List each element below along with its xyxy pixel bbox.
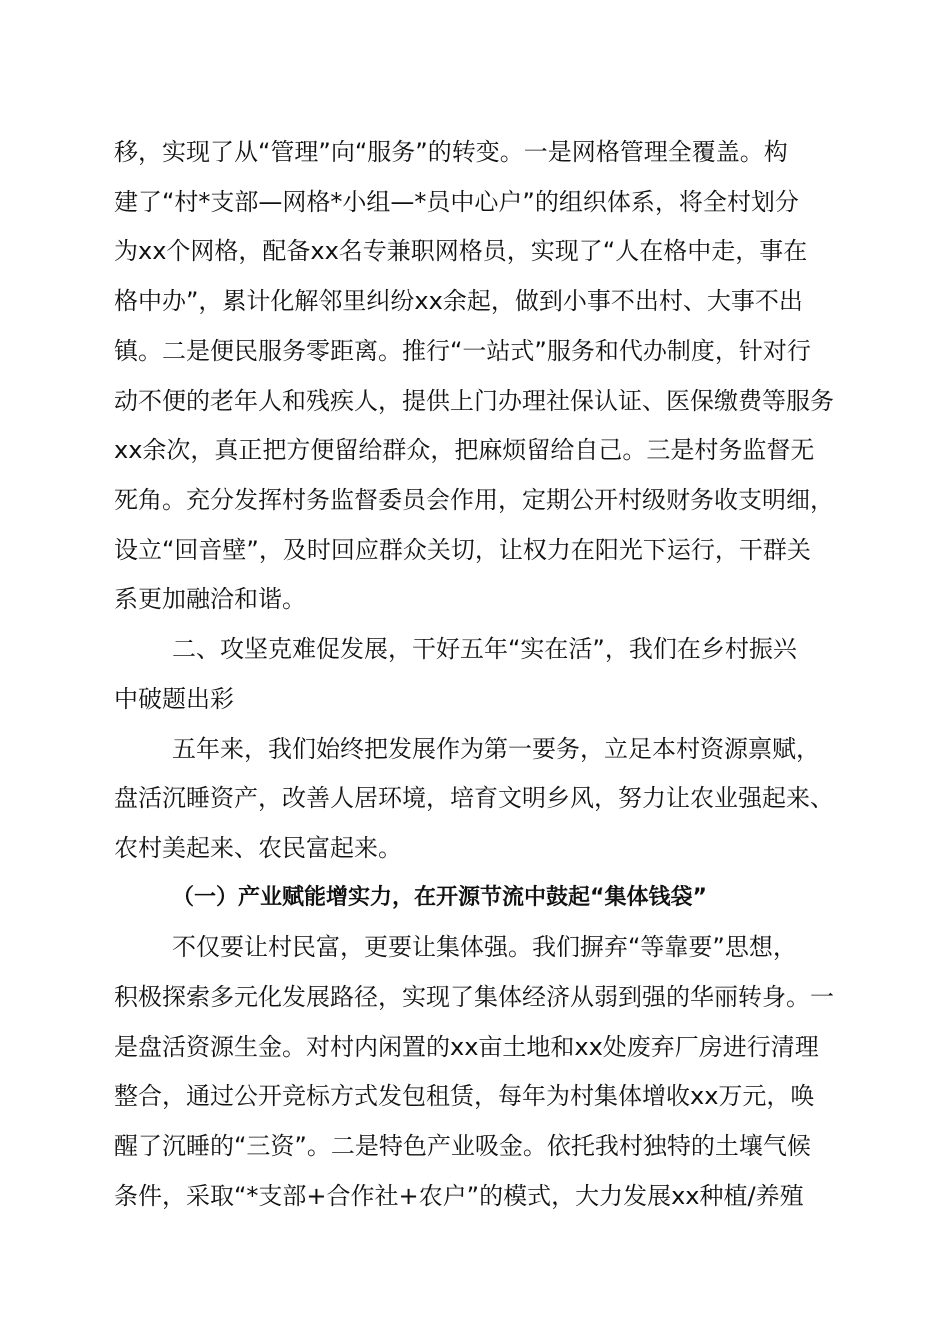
- text-line: 醒了沉睡的“三资”。二是特色产业吸金。依托我村独特的土壤气候: [114, 1132, 811, 1160]
- text-line: 格中办”，累计化解邻里纠纷xx余起，做到小事不出村、大事不出: [114, 287, 803, 315]
- text-line: 农村美起来、农民富起来。: [114, 834, 402, 862]
- text-line: 动不便的老年人和残疾人，提供上门办理社保认证、医保缴费等服务: [114, 387, 834, 415]
- text-line: 是盘活资源生金。对村内闲置的xx亩土地和xx处废弃厂房进行清理: [114, 1033, 819, 1061]
- paragraph-start: 不仅要让村民富，更要让集体强。我们摒弃“等靠要”思想，: [172, 933, 797, 961]
- text-line: 盘活沉睡资产，改善人居环境，培育文明乡风，努力让农业强起来、: [114, 784, 834, 812]
- text-line: 死角。充分发挥村务监督委员会作用，定期公开村级财务收支明细，: [114, 486, 834, 514]
- text-line: xx余次，真正把方便留给群众，把麻烦留给自己。三是村务监督无: [114, 436, 815, 464]
- text-line: 系更加融洽和谐。: [114, 585, 306, 613]
- text-line: 设立“回音壁”，及时回应群众关切，让权力在阳光下运行，干群关: [114, 536, 811, 564]
- text-line: 积极探索多元化发展路径，实现了集体经济从弱到强的华丽转身。一: [114, 983, 834, 1011]
- text-line: 整合，通过公开竞标方式发包租赁，每年为村集体增收xx万元，唤: [114, 1082, 815, 1110]
- paragraph-start: 五年来，我们始终把发展作为第一要务，立足本村资源禀赋，: [172, 735, 820, 763]
- text-line: 移，实现了从“管理”向“服务”的转变。一是网格管理全覆盖。构: [114, 138, 788, 166]
- section-heading-continued: 中破题出彩: [114, 685, 234, 713]
- section-heading: 二、攻坚克难促发展，干好五年“实在活”，我们在乡村振兴: [172, 635, 797, 663]
- subsection-heading: （一）产业赋能增实力，在开源节流中鼓起“集体钱袋”: [172, 885, 707, 910]
- text-line: 条件，采取“*支部+合作社+农户”的模式，大力发展xx种植/养殖: [114, 1182, 804, 1210]
- text-line: 为xx个网格，配备xx名专兼职网格员，实现了“人在格中走，事在: [114, 237, 808, 265]
- text-line: 镇。二是便民服务零距离。推行“一站式”服务和代办制度，针对行: [114, 337, 811, 365]
- text-line: 建了“村*支部—网格*小组—*员中心户”的组织体系，将全村划分: [114, 188, 799, 216]
